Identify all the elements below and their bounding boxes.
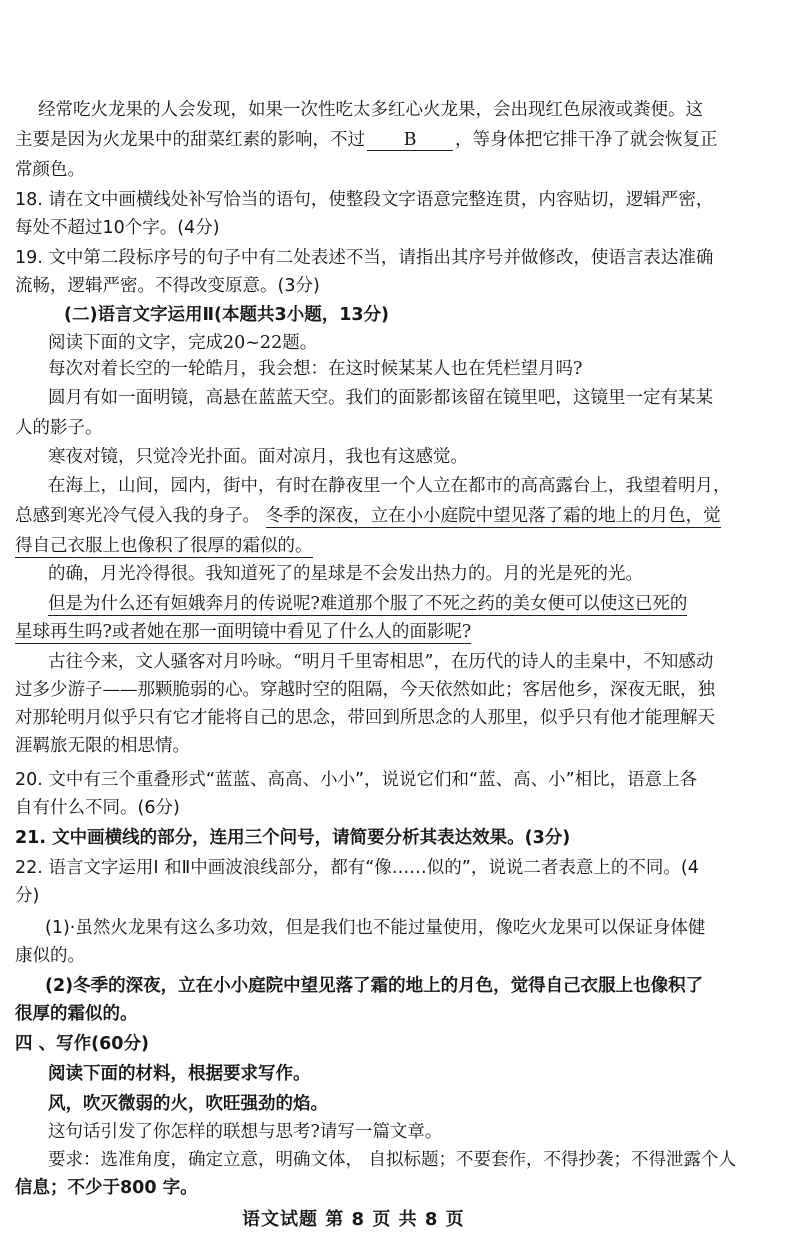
fill-in-blank-b: B (367, 130, 453, 151)
question-22-item-2-line2: 很厚的霜似的。 (15, 1004, 138, 1024)
question-19-line1: 19. 文中第二段标序号的句子中有二处表述不当，请指出其序号并做修改，使语言表达准确 (15, 248, 714, 268)
passage2-paragraph-4-line2 (15, 504, 721, 528)
passage2-paragraph-4-line2-start: 总感到寒光冷气侵入我的身子。 (15, 506, 260, 526)
passage1-line3: 常颜色。 (15, 160, 85, 180)
passage2-paragraph-7-line4: 涯羁旅无限的相思情。 (15, 736, 190, 756)
passage2-paragraph-4-line1: 在海上，山间，园内，街中，有时在静夜里一个人立在都市的高高露台上，我望着明月， (48, 476, 731, 496)
passage2-paragraph-5: 的确，月光冷得很。我知道死了的星球是不会发出热力的。月的光是死的光。 (48, 564, 643, 584)
question-18-line2: 每处不超过10个字。(4分) (15, 218, 220, 238)
question-18-line1: 18. 请在文中画横线处补写恰当的语句，使整段文字语意完整连贯，内容贴切，逻辑严密， (15, 190, 714, 210)
wavy-underlined-sentence-part2: 得自己衣服上也像积了很厚的霜似的。 (15, 536, 313, 556)
question-22-item-1-line2: 康似的。 (15, 946, 85, 966)
passage2-paragraph-6-line1 (48, 592, 687, 616)
question-22-item-2-line1: (2)冬季的深夜，立在小小庭院中望见落了霜的地上的月色，觉得自己衣服上也像积了 (45, 976, 704, 996)
writing-requirements-line2: 信息；不少于800 字。 (15, 1178, 198, 1198)
section-2-heading: (二)语言文字运用Ⅱ(本题共3小题，13分) (64, 305, 390, 325)
passage2-paragraph-3: 寒夜对镜，只觉冷光扑面。面对凉月，我也有这感觉。 (48, 447, 468, 467)
passage1-line2-end: ，等身体把它排干净了就会恢复正 (455, 130, 718, 150)
question-22-item-1-line1: (1)·虽然火龙果有这么多功效，但是我们也不能过量使用，像吃火龙果可以保证身体健 (45, 918, 706, 938)
writing-prompt: 这句话引发了你怎样的联想与思考?请写一篇文章。 (48, 1122, 443, 1142)
page-footer: 语文试题 第 8 页 共 8 页 (242, 1209, 465, 1230)
passage2-paragraph-7-line3: 对那轮明月似乎只有它才能将自己的思念，带回到所思念的人那里，似乎只有他才能理解天 (15, 708, 715, 728)
question-19-line2: 流畅，逻辑严密。不得改变原意。(3分) (15, 276, 320, 296)
passage2-paragraph-2-line1: 圆月有如一面明镜，高悬在蓝蓝天空。我们的面影都该留在镜里吧，这镜里一定有某某 (48, 388, 713, 408)
passage2-paragraph-4-line3 (15, 534, 313, 558)
passage2-intro: 阅读下面的文字，完成20~22题。 (48, 333, 318, 353)
passage2-paragraph-2-line2: 人的影子。 (15, 418, 103, 438)
passage2-paragraph-6-line2 (15, 620, 471, 644)
question-22-line2: 分) (15, 886, 40, 906)
wavy-underlined-sentence-part1: 冬季的深夜，立在小小庭院中望见落了霜的地上的月色，觉 (265, 506, 721, 526)
writing-material: 风，吹灭微弱的火，吹旺强劲的焰。 (48, 1094, 328, 1114)
passage2-paragraph-1: 每次对着长空的一轮皓月，我会想：在这时候某某人也在凭栏望月吗? (48, 359, 583, 379)
question-21: 21. 文中画横线的部分，连用三个问号，请简要分析其表达效果。(3分) (15, 828, 571, 848)
passage1-line2 (15, 128, 718, 152)
passage2-paragraph-7-line2: 过多少游子——那颗脆弱的心。穿越时空的阻隔，今天依然如此；客居他乡，深夜无眠，独 (15, 680, 715, 700)
writing-instruction: 阅读下面的材料，根据要求写作。 (48, 1064, 311, 1084)
question-22-line1: 22. 语言文字运用Ⅰ 和Ⅱ中画波浪线部分，都有“像……似的”，说说二者表意上的不同。(4 (15, 858, 699, 878)
writing-requirements-line1: 要求：选准角度，确定立意，明确文体， 自拟标题；不要套作，不得抄袭；不得泄露个人 (48, 1150, 737, 1170)
section-4-heading: 四 、写作(60分) (15, 1034, 149, 1054)
question-20-line1: 20. 文中有三个重叠形式“蓝蓝、高高、小小”，说说它们和“蓝、高、小”相比，语意上各 (15, 770, 698, 790)
question-20-line2: 自有什么不同。(6分) (15, 798, 180, 818)
passage1-line1: 经常吃火龙果的人会发现，如果一次性吃太多红心火龙果，会出现红色尿液或粪便。这 (38, 100, 703, 120)
passage2-paragraph-7-line1: 古往今来，文人骚客对月吟咏。“明月千里寄相思”，在历代的诗人的圭臬中，不知感动 (48, 652, 714, 672)
underlined-questions-part1: 但是为什么还有姮娥奔月的传说呢?难道那个服了不死之药的美女便可以使这已死的 (48, 594, 688, 614)
underlined-questions-part2: 星球再生吗?或者她在那一面明镜中看见了什么人的面影呢? (15, 622, 472, 642)
passage1-line2-start: 主要是因为火龙果中的甜菜红素的影响，不过 (15, 130, 365, 150)
